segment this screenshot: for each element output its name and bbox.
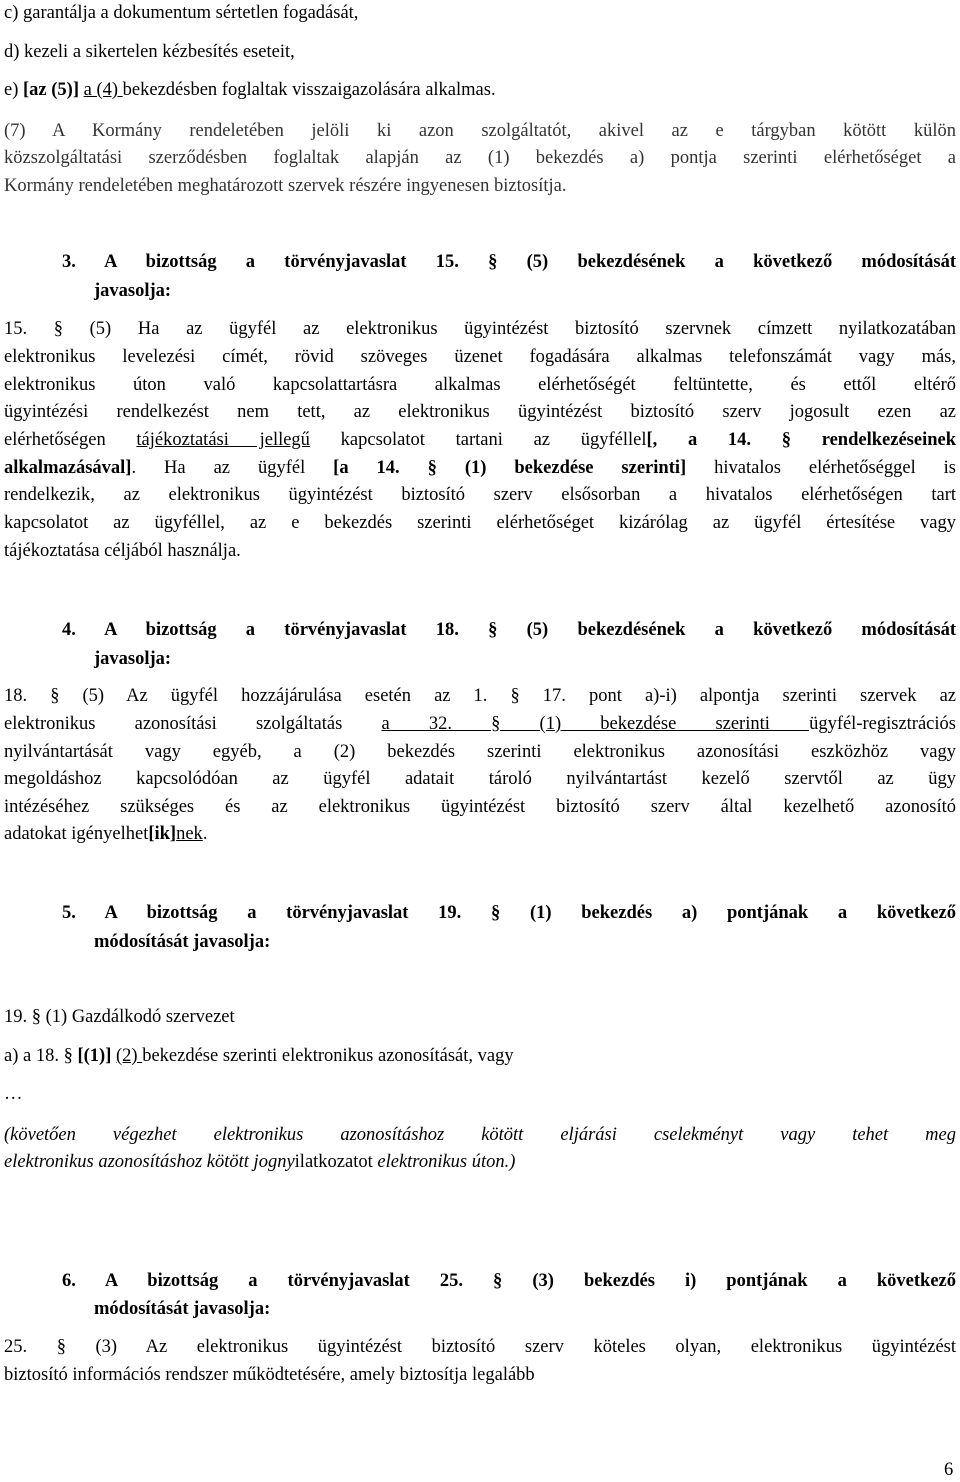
text-segment: kapcsolatot tartani az ügyféllel xyxy=(309,430,647,450)
section-15-line xyxy=(4,346,956,368)
section-15-line xyxy=(4,540,956,562)
text-segment: bekezdése szerinti elektronikus azonosítását, vagy xyxy=(142,1046,514,1066)
amendment-heading-3 xyxy=(62,251,956,273)
section-18-line xyxy=(4,713,956,735)
amendment-heading-6 xyxy=(62,1270,956,1292)
text-segment: [(1)] xyxy=(77,1046,112,1066)
text-segment: a (4) xyxy=(83,80,123,100)
text-segment: nek xyxy=(176,824,203,844)
section-15-line xyxy=(4,484,956,506)
amendment-heading-4 xyxy=(62,619,956,641)
text-segment: Kormány rendeletében meghatározott szervek részére ingyenesen biztosítja. xyxy=(4,176,567,196)
paragraph-7-line xyxy=(4,147,956,169)
text-segment: elérhetőségen xyxy=(4,430,137,450)
section-15-line xyxy=(4,429,956,451)
ellipsis xyxy=(4,1083,956,1105)
text-segment: [a 14. § (1) bekezdése szerinti] xyxy=(333,458,687,478)
section-15-line xyxy=(4,374,956,396)
section-19-line xyxy=(4,1151,956,1173)
text-segment: d) kezeli a sikertelen kézbesítés eseteit, xyxy=(4,42,295,62)
text-segment: (7) A Kormány rendeletében jelöli ki azon szolgáltatót, akivel az e tárgyban kötött külön xyxy=(4,121,956,141)
text-segment: adatokat igényelhet xyxy=(4,824,149,844)
text-segment: 18. § (5) Az ügyfél hozzájárulása esetén az 1. § 17. pont a)-i) alpontja szerinti szervek az xyxy=(4,686,956,706)
section-18-line xyxy=(4,823,956,845)
text-segment: elektronikus levelezési címét, rövid szöveges üzenet fogadására alkalmas telefonszámát vagy más, xyxy=(4,347,956,367)
text-segment: módosítását javasolja: xyxy=(94,932,271,952)
text-segment: hivatalos elérhetőséggel is xyxy=(686,458,957,478)
text-segment: ilatkozatot xyxy=(294,1152,378,1172)
section-25-line xyxy=(4,1336,956,1358)
text-segment: kapcsolatot az ügyféllel, az e bekezdés szerinti elérhetőséget kizárólag az ügyfél értesítése vagy xyxy=(4,513,956,533)
amendment-heading-5 xyxy=(62,902,956,924)
text-segment: tájékoztatása céljából használja. xyxy=(4,541,241,561)
paragraph-7-line xyxy=(4,120,956,142)
text-segment: 6. A bizottság a törvényjavaslat 25. § (3) bekezdés i) pontjának a következő xyxy=(62,1271,956,1291)
amendment-heading-5 xyxy=(94,931,956,953)
text-segment: módosítását javasolja: xyxy=(94,1299,271,1319)
text-segment: (követően végezhet elektronikus azonosításhoz kötött eljárási cselekményt vagy tehet meg xyxy=(4,1125,956,1145)
text-segment: 4. A bizottság a törvényjavaslat 18. § (5) bekezdésének a következő módosítását xyxy=(62,620,956,640)
text-segment: elektronikus úton.) xyxy=(377,1152,516,1172)
text-segment: bekezdésben foglaltak visszaigazolására alkalmas. xyxy=(122,80,496,100)
text-segment: 5. A bizottság a törvényjavaslat 19. § (1) bekezdés a) pontjának a következő xyxy=(62,903,956,923)
text-segment: 25. § (3) Az elektronikus ügyintézést biztosító szerv köteles olyan, elektronikus ügyintézést xyxy=(4,1337,956,1357)
text-segment: [az (5)] xyxy=(23,80,79,100)
section-15-line xyxy=(4,457,956,479)
text-segment: ügyfél-regisztrációs xyxy=(809,714,956,734)
list-item-c xyxy=(4,2,956,24)
section-19-line xyxy=(4,1045,956,1067)
text-segment: a 32. § (1) bekezdése szerinti xyxy=(381,714,810,734)
text-segment: megoldáshoz kapcsolódóan az ügyfél adatait tároló nyilvántartást kezelő szervtől az ügy xyxy=(4,769,956,789)
text-segment: biztosító információs rendszer működtetésére, amely biztosítja legalább xyxy=(4,1365,535,1385)
text-segment: 3. A bizottság a törvényjavaslat 15. § (5) bekezdésének a következő módosítását xyxy=(62,252,956,272)
amendment-heading-4 xyxy=(94,648,956,670)
text-segment: elektronikus azonosításhoz kötött jogny xyxy=(4,1152,295,1172)
text-segment: [ik] xyxy=(148,824,177,844)
list-item-e xyxy=(4,79,956,101)
text-segment: [, a 14. § rendelkezéseinek xyxy=(646,430,957,450)
section-19-line xyxy=(4,1124,956,1146)
section-18-line xyxy=(4,796,956,818)
paragraph-7-line xyxy=(4,175,956,197)
text-segment: 19. § (1) Gazdálkodó szervezet xyxy=(4,1007,235,1027)
text-segment: nyilvántartását vagy egyéb, a (2) bekezdés szerinti elektronikus azonosítási eszközhöz vagy xyxy=(4,742,956,762)
text-segment: elektronikus úton való kapcsolattartásra alkalmas elérhetőségét feltüntette, és ettől eltérő xyxy=(4,375,956,395)
text-segment: tájékoztatási jellegű xyxy=(136,430,310,450)
section-15-line xyxy=(4,401,956,423)
text-segment: javasolja: xyxy=(94,649,172,669)
text-segment: javasolja: xyxy=(94,281,172,301)
text-segment: (2) xyxy=(116,1046,143,1066)
section-18-line xyxy=(4,685,956,707)
list-item-d xyxy=(4,41,956,63)
amendment-heading-6 xyxy=(94,1298,956,1320)
amendment-heading-3 xyxy=(94,280,956,302)
page-number: 6 xyxy=(944,1460,954,1480)
section-18-line xyxy=(4,768,956,790)
text-segment: . Ha az ügyfél xyxy=(131,458,334,478)
text-segment: 15. § (5) Ha az ügyfél az elektronikus ügyintézést biztosító szervnek címzett nyilatkozatában xyxy=(4,319,956,339)
text-segment: c) garantálja a dokumentum sértetlen fogadását, xyxy=(4,3,359,23)
section-18-line xyxy=(4,741,956,763)
text-segment: e) xyxy=(4,80,23,100)
text-segment: … xyxy=(4,1084,23,1104)
text-segment: a) a 18. § xyxy=(4,1046,78,1066)
text-segment: rendelkezik, az elektronikus ügyintézést biztosító szerv elsősorban a hivatalos elérhetőségen tart xyxy=(4,485,956,505)
text-segment: elektronikus azonosítási szolgáltatás xyxy=(4,714,382,734)
section-15-line xyxy=(4,512,956,534)
text-segment: . xyxy=(202,824,208,844)
section-25-line xyxy=(4,1364,956,1386)
text-segment: ügyintézési rendelkezést nem tett, az elektronikus ügyintézést biztosító szerv jogosult ezen az xyxy=(4,402,956,422)
section-15-line xyxy=(4,318,956,340)
text-segment: alkalmazásával] xyxy=(4,458,132,478)
text-segment: közszolgáltatási szerződésben foglaltak alapján az (1) bekezdés a) pontja szerinti elérhetőséget a xyxy=(4,148,956,168)
text-segment: intézéséhez szükséges és az elektronikus ügyintézést biztosító szerv által kezelhető azonosító xyxy=(4,797,956,817)
section-19-line xyxy=(4,1006,956,1028)
